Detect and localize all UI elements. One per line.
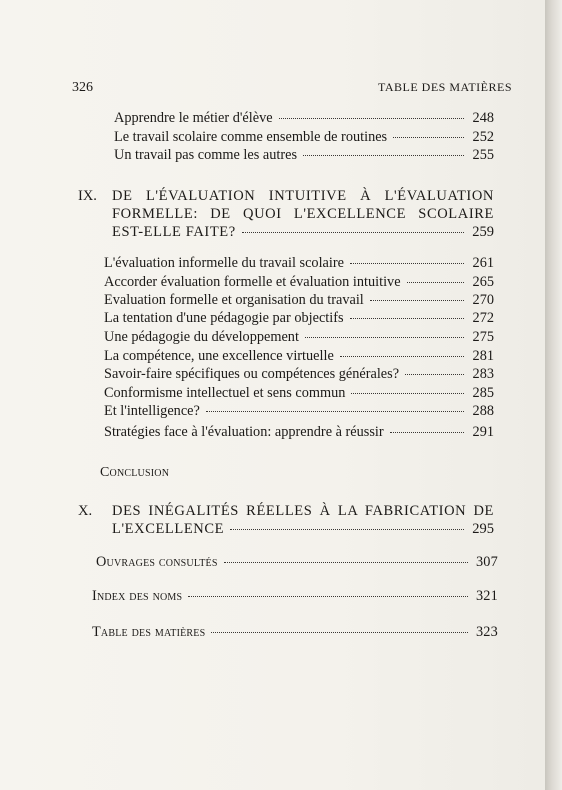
toc-entry: Et l'intelligence? 288 <box>104 403 494 419</box>
chapter-title-line: DE L'ÉVALUATION INTUITIVE À L'ÉVALUATION <box>112 188 494 204</box>
toc-entry: Un travail pas comme les autres 255 <box>114 147 494 163</box>
page-edge <box>545 0 562 790</box>
toc-entry: La tentation d'une pédagogie par objectifs 272 <box>104 310 494 326</box>
chapter-title-last-line: EST-ELLE FAITE? 259 <box>112 224 494 240</box>
toc-entry: Le travail scolaire comme ensemble de routines 252 <box>114 129 494 145</box>
chapter-title-line: DES INÉGALITÉS RÉELLES À LA FABRICATION DE <box>112 503 494 519</box>
toc-entry: Evaluation formelle et organisation du travail 270 <box>104 292 494 308</box>
toc-entry: La compétence, une excellence virtuelle 281 <box>104 348 494 364</box>
chapter-title-line: FORMELLE: DE QUOI L'EXCELLENCE SCOLAIRE <box>112 206 494 222</box>
toc-entry: Accorder évaluation formelle et évaluation intuitive 265 <box>104 274 494 290</box>
toc-entry: Conformisme intellectuel et sens commun 285 <box>104 385 494 401</box>
toc-entry: Apprendre le métier d'élève 248 <box>114 110 494 126</box>
conclusion-heading: Conclusion <box>100 465 170 480</box>
running-title: TABLE DES MATIÈRES <box>377 80 512 94</box>
toc-entry: Savoir-faire spécifiques ou compétences générales? 283 <box>104 366 494 382</box>
toc-entry-ouvrages: Ouvrages consultés 307 <box>96 554 498 570</box>
toc-entry-index: Index des noms 321 <box>92 588 498 604</box>
chapter-10-heading <box>78 503 494 543</box>
toc-entry: Une pédagogie du développement 275 <box>104 329 494 345</box>
chapter-title-last-line: L'EXCELLENCE 295 <box>112 521 494 537</box>
toc-entry-table: Table des matières 323 <box>92 624 498 640</box>
chapter-9-heading <box>78 188 494 248</box>
chapter-number: X. <box>78 503 93 519</box>
page-number: 326 <box>72 80 93 95</box>
chapter-number: IX. <box>78 188 97 204</box>
page-header <box>72 80 512 100</box>
toc-entry: Stratégies face à l'évaluation: apprendre à réussir 291 <box>104 424 494 440</box>
toc-entry: L'évaluation informelle du travail scolaire 261 <box>104 255 494 271</box>
